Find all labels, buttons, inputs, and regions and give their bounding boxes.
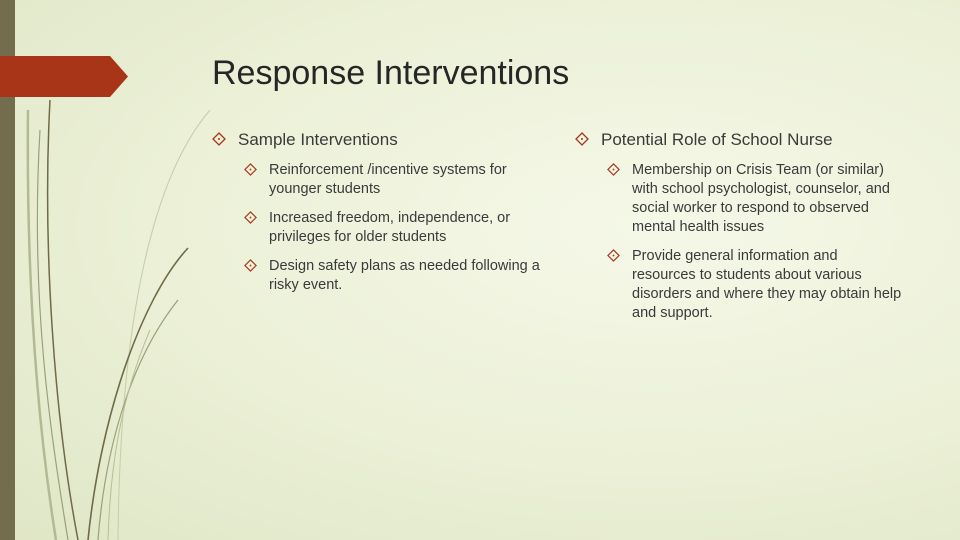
title-accent-tab <box>0 56 128 97</box>
diamond-bullet-icon <box>575 132 589 146</box>
slide-title: Response Interventions <box>212 54 570 92</box>
left-column <box>212 129 542 295</box>
right-column-heading <box>575 129 905 151</box>
heading-text: Sample Interventions <box>238 130 398 149</box>
list-item <box>244 209 542 247</box>
list-item-text: Increased freedom, independence, or privileges for older students <box>269 210 511 245</box>
list-item-text: Membership on Crisis Team (or similar) with school psychologist, counselor, and social worker to respond to observed mental health issues <box>632 162 890 235</box>
right-column <box>575 129 905 323</box>
diamond-bullet-icon <box>212 132 226 146</box>
diamond-bullet-icon <box>244 211 257 224</box>
left-column-heading <box>212 129 542 151</box>
diamond-bullet-icon <box>244 259 257 272</box>
list-item-text: Design safety plans as needed following a risky event. <box>269 258 540 293</box>
diamond-bullet-icon <box>607 163 620 176</box>
diamond-bullet-icon <box>607 249 620 262</box>
list-item-text: Provide general information and resources to students about various disorders and where they may obtain help and support. <box>632 248 902 321</box>
list-item-text: Reinforcement /incentive systems for younger students <box>269 162 507 197</box>
list-item <box>244 257 542 295</box>
list-item <box>607 161 905 237</box>
list-item <box>607 247 905 323</box>
heading-text: Potential Role of School Nurse <box>601 130 833 149</box>
list-item <box>244 161 542 199</box>
diamond-bullet-icon <box>244 163 257 176</box>
